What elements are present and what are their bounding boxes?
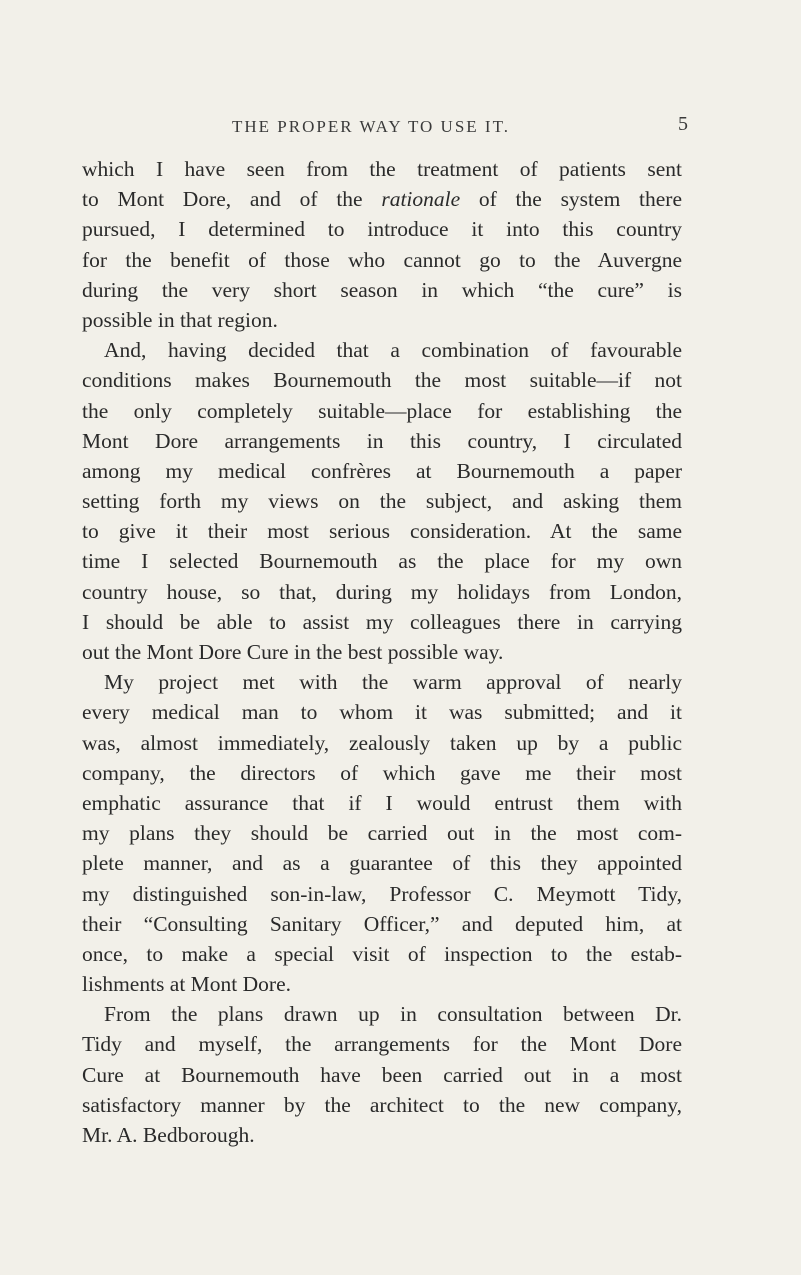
text-line (82, 637, 682, 667)
text-segment: of the system there (460, 187, 682, 212)
text-line (82, 577, 682, 607)
text-segment: conditions makes Bournemouth the most suitable—if not (82, 368, 682, 393)
text-segment: country house, so that, during my holidays from London, (82, 579, 682, 604)
text-segment: company, the directors of which gave me their most (82, 760, 682, 785)
text-line (82, 607, 682, 637)
text-line (82, 154, 682, 184)
text-line (82, 365, 682, 395)
text-line (82, 1029, 682, 1059)
text-segment: my plans they should be carried out in the most com- (82, 821, 682, 846)
text-line (82, 486, 682, 516)
text-segment: And, having decided that a combination of favourable (104, 338, 682, 363)
text-segment: lishments at Mont Dore. (82, 972, 292, 997)
text-segment: My project met with the warm approval of nearly (104, 670, 682, 695)
text-segment: I should be able to assist my colleagues there in carrying (82, 609, 682, 634)
text-segment: satisfactory manner by the architect to the new company, (82, 1092, 682, 1117)
text-segment: the only completely suitable—place for establishing the (82, 398, 682, 423)
text-line (82, 396, 682, 426)
text-line (82, 546, 682, 576)
paragraph (82, 999, 682, 1150)
text-line (82, 969, 682, 999)
page-number: 5 (678, 113, 688, 135)
text-line (82, 999, 682, 1029)
text-line (82, 1090, 682, 1120)
text-segment: Cure at Bournemouth have been carried out in a most (82, 1062, 682, 1087)
text-line (82, 275, 682, 305)
text-segment: time I selected Bournemouth as the place for my own (82, 549, 682, 574)
text-line (82, 426, 682, 456)
paragraph (82, 667, 682, 999)
text-line (82, 697, 682, 727)
text-line (82, 335, 682, 365)
text-segment: to give it their most serious consideration. At the same (82, 519, 682, 544)
text-segment: which I have seen from the treatment of patients sent (82, 157, 682, 181)
text-segment: to Mont Dore, and of the (82, 187, 382, 212)
text-line (82, 184, 682, 214)
text-line (82, 667, 682, 697)
text-line (82, 939, 682, 969)
text-line (82, 848, 682, 878)
text-segment: among my medical confrères at Bournemouth a paper (82, 458, 682, 483)
text-segment: every medical man to whom it was submitted; and it (82, 700, 682, 725)
text-segment: emphatic assurance that if I would entrust them with (82, 790, 682, 815)
text-line (82, 758, 682, 788)
text-line (82, 818, 682, 848)
text-segment: their “Consulting Sanitary Officer,” and deputed him, at (82, 911, 682, 936)
text-line (82, 214, 682, 244)
text-line (82, 456, 682, 486)
text-segment: for the benefit of those who cannot go to the Auvergne (82, 247, 682, 272)
text-segment: during the very short season in which “the cure” is (82, 277, 682, 302)
text-segment: Mont Dore arrangements in this country, I circulated (82, 428, 682, 453)
text-segment: Tidy and myself, the arrangements for the Mont Dore (82, 1032, 682, 1057)
italic-term: rationale (381, 187, 461, 212)
text-line (82, 1060, 682, 1090)
text-segment: plete manner, and as a guarantee of this they appointed (82, 851, 682, 876)
paragraph (82, 335, 682, 667)
text-segment: my distinguished son-in-law, Professor C. Meymott Tidy, (82, 881, 682, 906)
text-segment: possible in that region. (82, 307, 278, 332)
text-line (82, 909, 682, 939)
text-line (82, 305, 682, 335)
text-segment: pursued, I determined to introduce it into this country (82, 217, 682, 242)
paragraph (82, 154, 682, 335)
text-line (82, 879, 682, 909)
running-title: THE PROPER WAY TO USE IT. (232, 117, 510, 136)
text-line (82, 1120, 682, 1150)
text-segment: setting forth my views on the subject, and asking them (82, 489, 682, 514)
text-segment: From the plans drawn up in consultation between Dr. (104, 1002, 682, 1027)
text-line (82, 245, 682, 275)
body-text (82, 154, 682, 1150)
text-segment: out the Mont Dore Cure in the best possible way. (82, 640, 504, 664)
text-line (82, 788, 682, 818)
text-line (82, 728, 682, 758)
text-segment: Mr. A. Bedborough. (82, 1123, 255, 1147)
running-head (0, 113, 801, 141)
text-line (82, 516, 682, 546)
text-segment: once, to make a special visit of inspection to the estab- (82, 941, 682, 966)
text-segment: was, almost immediately, zealously taken up by a public (82, 730, 682, 755)
